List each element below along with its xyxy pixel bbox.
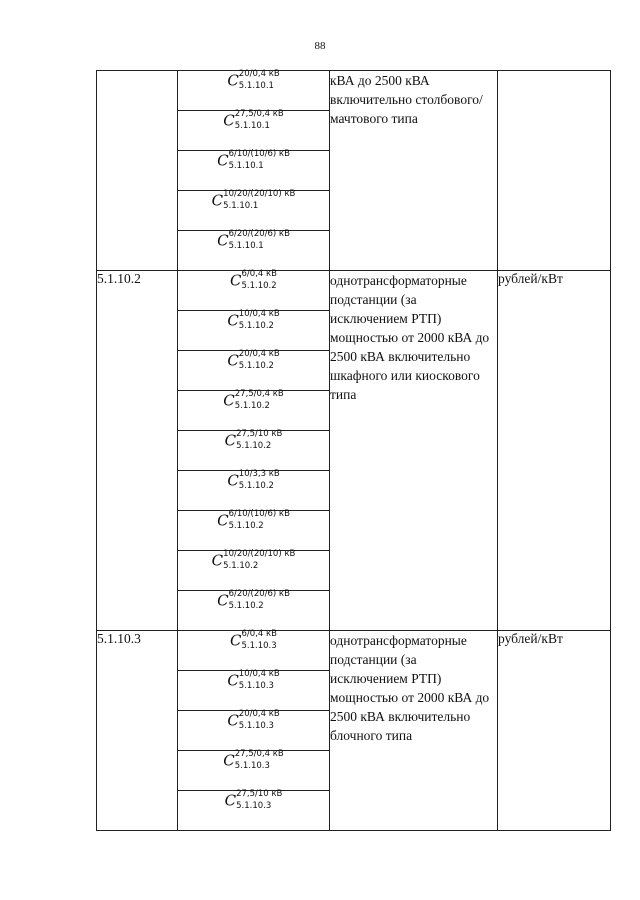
symbol-indices (241, 629, 277, 652)
symbol-letter: C (230, 271, 242, 290)
rate-symbol-cell (178, 671, 330, 711)
rate-symbol-cell (178, 551, 330, 591)
symbol-subscript: 5.1.10.2 (238, 361, 274, 372)
rate-symbol (227, 309, 280, 332)
symbol-subscript: 5.1.10.2 (238, 481, 274, 492)
symbol-superscript: 20/0,4 кВ (238, 69, 280, 80)
rate-symbol (223, 749, 284, 772)
symbol-letter: C (217, 511, 229, 530)
symbol-superscript: 10/0,4 кВ (238, 669, 280, 680)
table-row (97, 271, 611, 311)
symbol-superscript: 10/20/(20/10) кВ (223, 189, 296, 200)
rate-symbol-cell (178, 311, 330, 351)
symbol-superscript: 6/0,4 кВ (241, 629, 277, 640)
rate-symbol-cell (178, 391, 330, 431)
rate-symbol (217, 149, 290, 172)
symbol-superscript: 27,5/10 кВ (236, 789, 283, 800)
symbol-letter: C (227, 71, 239, 90)
symbol-letter: C (227, 671, 239, 690)
symbol-letter: C (217, 231, 229, 250)
symbol-superscript: 27,5/0,4 кВ (234, 109, 284, 120)
symbol-superscript: 6/10/(10/6) кВ (228, 509, 290, 520)
symbol-indices (238, 69, 280, 92)
rate-symbol (227, 669, 280, 692)
symbol-letter: C (223, 391, 235, 410)
item-unit: рублей/кВт (498, 631, 611, 831)
rate-symbol-cell (178, 711, 330, 751)
symbol-letter: C (223, 751, 235, 770)
symbol-subscript: 5.1.10.3 (238, 721, 274, 732)
symbol-subscript: 5.1.10.1 (223, 201, 259, 212)
symbol-letter: C (224, 431, 237, 450)
rate-symbol-cell (178, 71, 330, 111)
symbol-letter: C (227, 711, 239, 730)
rate-symbol (211, 189, 296, 212)
rate-symbol-cell (178, 191, 330, 231)
rate-symbol (230, 629, 277, 652)
symbol-letter: C (227, 311, 239, 330)
symbol-superscript: 6/0,4 кВ (241, 269, 277, 280)
symbol-superscript: 6/20/(20/6) кВ (228, 589, 290, 600)
symbol-subscript: 5.1.10.1 (228, 161, 264, 172)
symbol-letter: C (211, 191, 224, 210)
symbol-letter: C (224, 791, 237, 810)
symbol-indices (234, 749, 284, 772)
symbol-superscript: 10/3,3 кВ (238, 469, 280, 480)
item-code: 5.1.10.2 (97, 271, 178, 631)
symbol-subscript: 5.1.10.2 (223, 561, 259, 572)
rate-symbol (223, 109, 284, 132)
item-code: 5.1.10.3 (97, 631, 178, 831)
item-unit (498, 71, 611, 271)
page-number: 88 (314, 40, 326, 52)
rate-symbol-cell (178, 151, 330, 191)
rate-symbol-cell (178, 271, 330, 311)
rate-symbol (230, 269, 277, 292)
symbol-letter: C (230, 631, 242, 650)
symbol-subscript: 5.1.10.3 (234, 761, 270, 772)
symbol-indices (234, 389, 284, 412)
symbol-letter: C (227, 471, 239, 490)
symbol-indices (238, 709, 280, 732)
symbol-subscript: 5.1.10.3 (236, 801, 272, 812)
symbol-superscript: 6/20/(20/6) кВ (228, 229, 290, 240)
item-code (97, 71, 178, 271)
symbol-indices (238, 469, 280, 492)
symbol-indices (241, 269, 277, 292)
rate-symbol (217, 509, 290, 532)
symbol-letter: C (217, 591, 229, 610)
symbol-superscript: 20/0,4 кВ (238, 349, 280, 360)
symbol-superscript: 10/0,4 кВ (238, 309, 280, 320)
symbol-subscript: 5.1.10.1 (228, 241, 264, 252)
symbol-subscript: 5.1.10.3 (241, 641, 277, 652)
rate-symbol-cell (178, 791, 330, 831)
rate-symbol-cell (178, 471, 330, 511)
symbol-subscript: 5.1.10.2 (234, 401, 270, 412)
symbol-indices (238, 309, 280, 332)
rate-symbol (217, 589, 290, 612)
symbol-superscript: 27,5/0,4 кВ (234, 389, 284, 400)
rate-symbol-cell (178, 231, 330, 271)
symbol-indices (228, 229, 290, 252)
symbol-indices (228, 149, 290, 172)
item-unit: рублей/кВт (498, 271, 611, 631)
symbol-indices (238, 349, 280, 372)
symbol-superscript: 6/10/(10/6) кВ (228, 149, 290, 160)
rate-symbol (224, 429, 283, 452)
symbol-subscript: 5.1.10.2 (238, 321, 274, 332)
symbol-letter: C (223, 111, 235, 130)
table-row (97, 631, 611, 671)
rate-symbol-cell (178, 351, 330, 391)
symbol-letter: C (227, 351, 239, 370)
rate-symbol-cell (178, 751, 330, 791)
table-row (97, 71, 611, 111)
rate-symbol (223, 389, 284, 412)
symbol-superscript: 20/0,4 кВ (238, 709, 280, 720)
symbol-indices (238, 669, 280, 692)
symbol-indices (223, 549, 296, 572)
symbol-letter: C (211, 551, 224, 570)
symbol-indices (228, 589, 290, 612)
rate-symbol (227, 469, 280, 492)
rate-symbol (217, 229, 290, 252)
symbol-subscript: 5.1.10.2 (228, 601, 264, 612)
rate-symbol (227, 69, 280, 92)
rate-symbol (211, 549, 296, 572)
rate-symbol-cell (178, 111, 330, 151)
symbol-subscript: 5.1.10.3 (238, 681, 274, 692)
rate-symbol-cell (178, 511, 330, 551)
symbol-superscript: 27,5/0,4 кВ (234, 749, 284, 760)
symbol-indices (234, 109, 284, 132)
rate-symbol (224, 789, 283, 812)
rate-symbol (227, 349, 280, 372)
symbol-indices (236, 789, 283, 812)
item-description: однотрансформаторные подстанции (за исключением РТП) мощностью от 2000 кВА до 2500 кВА включительно блочного типа (330, 631, 498, 831)
rate-symbol-cell (178, 431, 330, 471)
symbol-subscript: 5.1.10.2 (236, 441, 272, 452)
symbol-letter: C (217, 151, 229, 170)
item-description: однотрансформаторные подстанции (за исключением РТП) мощностью от 2000 кВА до 2500 кВА включительно шкафного или киоскового типа (330, 271, 498, 631)
item-description: кВА до 2500 кВА включительно столбового/мачтового типа (330, 71, 498, 271)
symbol-indices (223, 189, 296, 212)
symbol-superscript: 27,5/10 кВ (236, 429, 283, 440)
rate-symbol-cell (178, 591, 330, 631)
symbol-subscript: 5.1.10.2 (228, 521, 264, 532)
symbol-subscript: 5.1.10.1 (238, 81, 274, 92)
symbol-subscript: 5.1.10.1 (234, 121, 270, 132)
rate-symbol-cell (178, 631, 330, 671)
tariff-table (96, 70, 611, 831)
symbol-subscript: 5.1.10.2 (241, 281, 277, 292)
symbol-superscript: 10/20/(20/10) кВ (223, 549, 296, 560)
rate-symbol (227, 709, 280, 732)
symbol-indices (236, 429, 283, 452)
symbol-indices (228, 509, 290, 532)
